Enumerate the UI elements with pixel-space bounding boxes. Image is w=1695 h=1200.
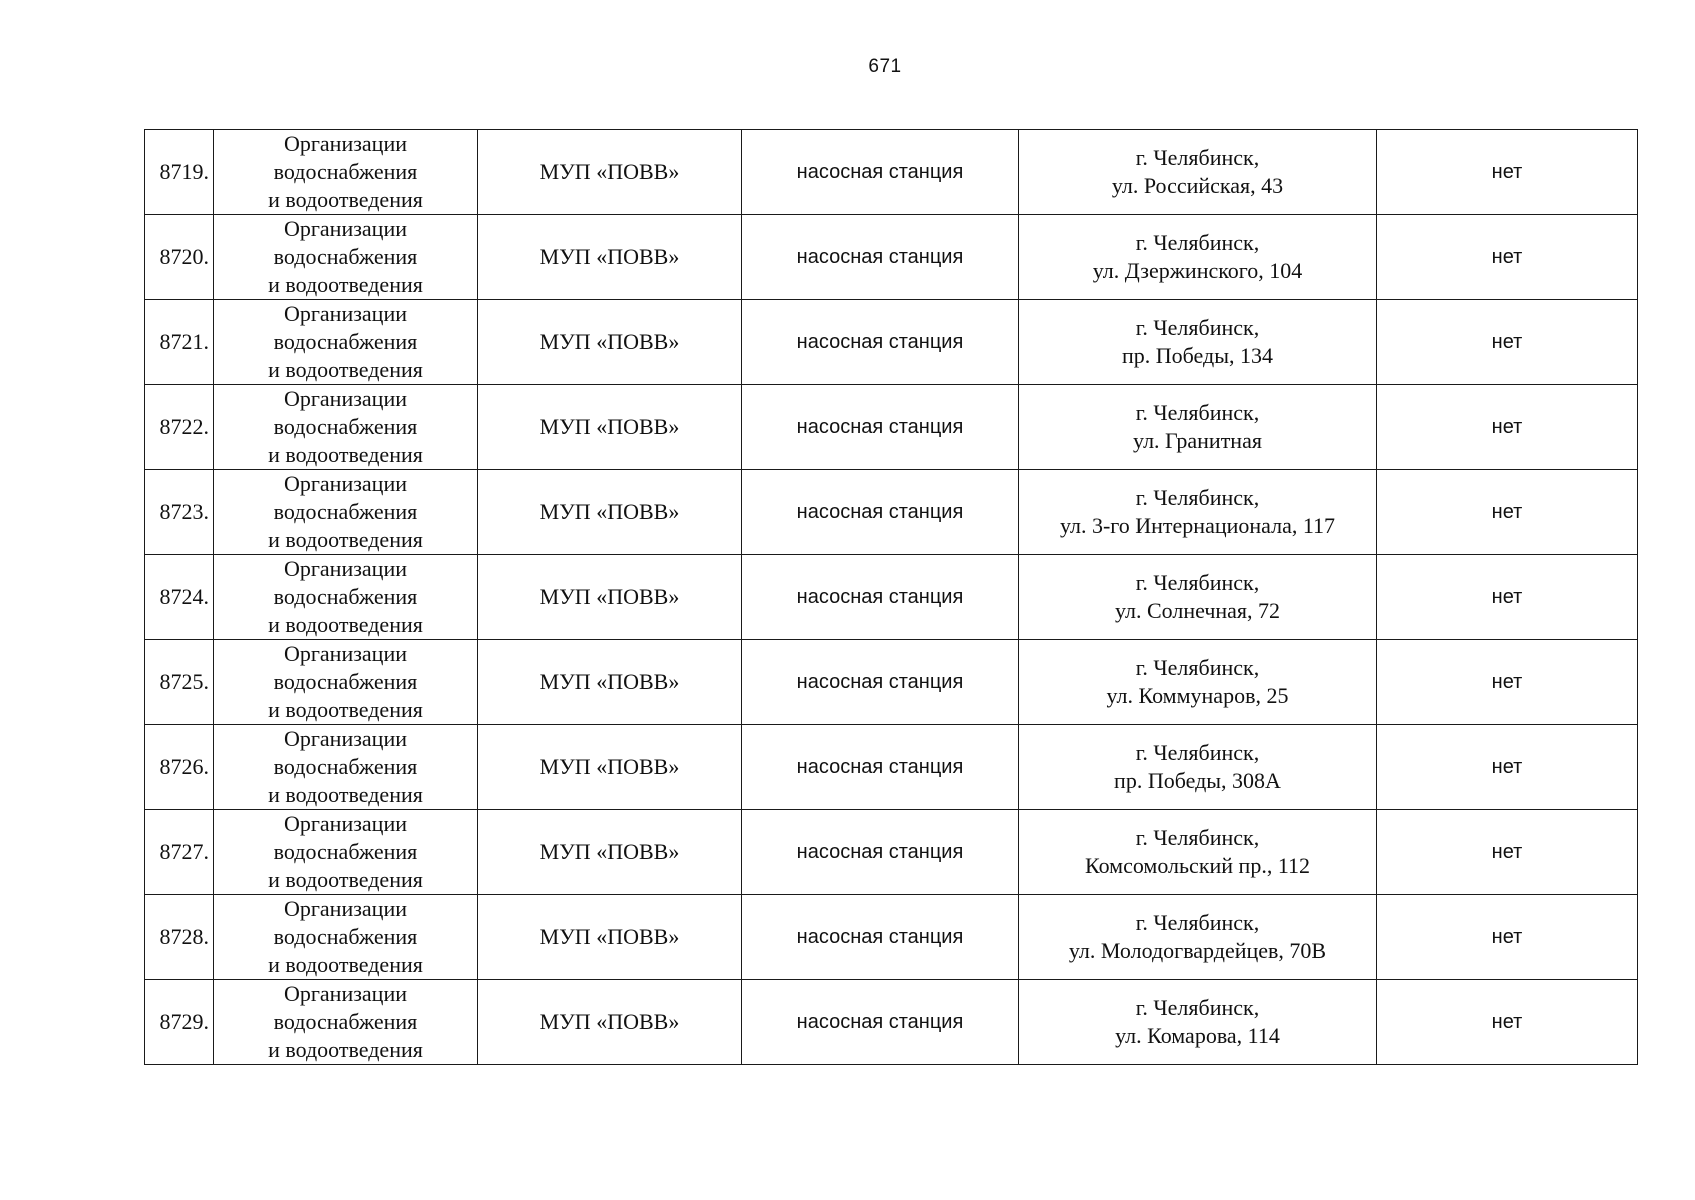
org-line: и водоотведения xyxy=(268,527,423,552)
company-cell: МУП «ПОВВ» xyxy=(478,215,742,300)
table-row xyxy=(145,810,1638,895)
object-type-cell: насосная станция xyxy=(742,895,1019,980)
address-line: г. Челябинск, xyxy=(1135,230,1260,255)
org-line: водоснабжения xyxy=(273,414,418,439)
org-line: водоснабжения xyxy=(273,669,418,694)
object-type-cell: насосная станция xyxy=(742,385,1019,470)
organization-type-cell xyxy=(214,640,478,725)
org-line: водоснабжения xyxy=(273,1009,418,1034)
address-cell xyxy=(1019,385,1377,470)
org-line: Организации xyxy=(284,556,407,581)
org-line: и водоотведения xyxy=(268,952,423,977)
organization-type-cell xyxy=(214,810,478,895)
org-line: Организации xyxy=(284,386,407,411)
org-line: Организации xyxy=(284,981,407,1006)
org-line: и водоотведения xyxy=(268,612,423,637)
row-number-cell: 8720. xyxy=(145,215,214,300)
address-line: г. Челябинск, xyxy=(1135,995,1260,1020)
company-cell: МУП «ПОВВ» xyxy=(478,640,742,725)
address-cell xyxy=(1019,725,1377,810)
company-cell: МУП «ПОВВ» xyxy=(478,980,742,1065)
address-line: г. Челябинск, xyxy=(1135,740,1260,765)
company-cell: МУП «ПОВВ» xyxy=(478,725,742,810)
table-row xyxy=(145,300,1638,385)
address-cell xyxy=(1019,555,1377,640)
flag-cell: нет xyxy=(1377,300,1638,385)
org-line: водоснабжения xyxy=(273,584,418,609)
flag-cell: нет xyxy=(1377,215,1638,300)
row-number-cell: 8723. xyxy=(145,470,214,555)
row-number-cell: 8726. xyxy=(145,725,214,810)
address-line: г. Челябинск, xyxy=(1135,570,1260,595)
object-type-cell: насосная станция xyxy=(742,810,1019,895)
org-line: Организации xyxy=(284,471,407,496)
organization-type-cell xyxy=(214,130,478,215)
organization-type-cell xyxy=(214,300,478,385)
org-line: и водоотведения xyxy=(268,187,423,212)
flag-cell: нет xyxy=(1377,640,1638,725)
address-line: пр. Победы, 134 xyxy=(1121,343,1273,368)
company-cell: МУП «ПОВВ» xyxy=(478,555,742,640)
company-cell: МУП «ПОВВ» xyxy=(478,895,742,980)
address-line: г. Челябинск, xyxy=(1135,910,1260,935)
row-number-cell: 8721. xyxy=(145,300,214,385)
flag-cell: нет xyxy=(1377,980,1638,1065)
address-line: г. Челябинск, xyxy=(1135,400,1260,425)
organization-type-cell xyxy=(214,385,478,470)
object-type-cell: насосная станция xyxy=(742,640,1019,725)
address-line: г. Челябинск, xyxy=(1135,485,1260,510)
address-cell xyxy=(1019,470,1377,555)
org-line: и водоотведения xyxy=(268,272,423,297)
org-line: водоснабжения xyxy=(273,159,418,184)
organization-type-cell xyxy=(214,980,478,1065)
address-line: Комсомольский пр., 112 xyxy=(1084,853,1311,878)
object-type-cell: насосная станция xyxy=(742,300,1019,385)
address-cell xyxy=(1019,300,1377,385)
org-line: и водоотведения xyxy=(268,442,423,467)
row-number-cell: 8728. xyxy=(145,895,214,980)
org-line: водоснабжения xyxy=(273,244,418,269)
table-row xyxy=(145,130,1638,215)
address-cell xyxy=(1019,980,1377,1065)
row-number-cell: 8722. xyxy=(145,385,214,470)
row-number-cell: 8724. xyxy=(145,555,214,640)
object-type-cell: насосная станция xyxy=(742,555,1019,640)
row-number-cell: 8729. xyxy=(145,980,214,1065)
flag-cell: нет xyxy=(1377,555,1638,640)
org-line: и водоотведения xyxy=(268,697,423,722)
address-line: г. Челябинск, xyxy=(1135,315,1260,340)
flag-cell: нет xyxy=(1377,725,1638,810)
address-cell xyxy=(1019,895,1377,980)
flag-cell: нет xyxy=(1377,470,1638,555)
table-row xyxy=(145,385,1638,470)
company-cell: МУП «ПОВВ» xyxy=(478,810,742,895)
flag-cell: нет xyxy=(1377,810,1638,895)
organization-type-cell xyxy=(214,470,478,555)
org-line: водоснабжения xyxy=(273,754,418,779)
org-line: и водоотведения xyxy=(268,867,423,892)
table-row xyxy=(145,980,1638,1065)
table-row xyxy=(145,725,1638,810)
address-line: ул. Солнечная, 72 xyxy=(1114,598,1281,623)
org-line: Организации xyxy=(284,811,407,836)
row-number-cell: 8725. xyxy=(145,640,214,725)
object-type-cell: насосная станция xyxy=(742,470,1019,555)
org-line: Организации xyxy=(284,726,407,751)
table-row xyxy=(145,555,1638,640)
org-line: водоснабжения xyxy=(273,329,418,354)
flag-cell: нет xyxy=(1377,895,1638,980)
company-cell: МУП «ПОВВ» xyxy=(478,300,742,385)
address-line: ул. Гранитная xyxy=(1133,428,1262,453)
organization-type-cell xyxy=(214,725,478,810)
organization-type-cell xyxy=(214,215,478,300)
page-number: 671 xyxy=(868,56,902,77)
org-line: и водоотведения xyxy=(268,1037,423,1062)
company-cell: МУП «ПОВВ» xyxy=(478,470,742,555)
organization-type-cell xyxy=(214,895,478,980)
address-cell xyxy=(1019,215,1377,300)
table-row xyxy=(145,640,1638,725)
flag-cell: нет xyxy=(1377,385,1638,470)
object-type-cell: насосная станция xyxy=(742,980,1019,1065)
address-line: г. Челябинск, xyxy=(1135,825,1260,850)
org-line: Организации xyxy=(284,216,407,241)
object-type-cell: насосная станция xyxy=(742,725,1019,810)
company-cell: МУП «ПОВВ» xyxy=(478,130,742,215)
org-line: и водоотведения xyxy=(268,357,423,382)
flag-cell: нет xyxy=(1377,130,1638,215)
org-line: водоснабжения xyxy=(273,499,418,524)
company-cell: МУП «ПОВВ» xyxy=(478,385,742,470)
address-cell xyxy=(1019,640,1377,725)
address-line: г. Челябинск, xyxy=(1135,145,1260,170)
address-line: ул. Коммунаров, 25 xyxy=(1106,683,1289,708)
table-row xyxy=(145,470,1638,555)
address-cell xyxy=(1019,810,1377,895)
address-cell xyxy=(1019,130,1377,215)
organization-type-cell xyxy=(214,555,478,640)
org-line: Организации xyxy=(284,641,407,666)
address-line: ул. Российская, 43 xyxy=(1111,173,1284,198)
table-body xyxy=(145,130,1638,1065)
address-line: ул. 3-го Интернационала, 117 xyxy=(1059,513,1336,538)
table-row xyxy=(145,215,1638,300)
object-type-cell: насосная станция xyxy=(742,215,1019,300)
row-number-cell: 8719. xyxy=(145,130,214,215)
org-line: водоснабжения xyxy=(273,924,418,949)
row-number-cell: 8727. xyxy=(145,810,214,895)
registry-table xyxy=(144,129,1638,1065)
address-line: пр. Победы, 308А xyxy=(1114,768,1281,793)
table-row xyxy=(145,895,1638,980)
org-line: Организации xyxy=(284,301,407,326)
org-line: Организации xyxy=(284,131,407,156)
address-line: ул. Комарова, 114 xyxy=(1115,1023,1280,1048)
address-line: г. Челябинск, xyxy=(1135,655,1260,680)
org-line: водоснабжения xyxy=(273,839,418,864)
address-line: ул. Молодогвардейцев, 70В xyxy=(1068,938,1327,963)
object-type-cell: насосная станция xyxy=(742,130,1019,215)
org-line: Организации xyxy=(284,896,407,921)
address-line: ул. Дзержинского, 104 xyxy=(1092,258,1303,283)
org-line: и водоотведения xyxy=(268,782,423,807)
